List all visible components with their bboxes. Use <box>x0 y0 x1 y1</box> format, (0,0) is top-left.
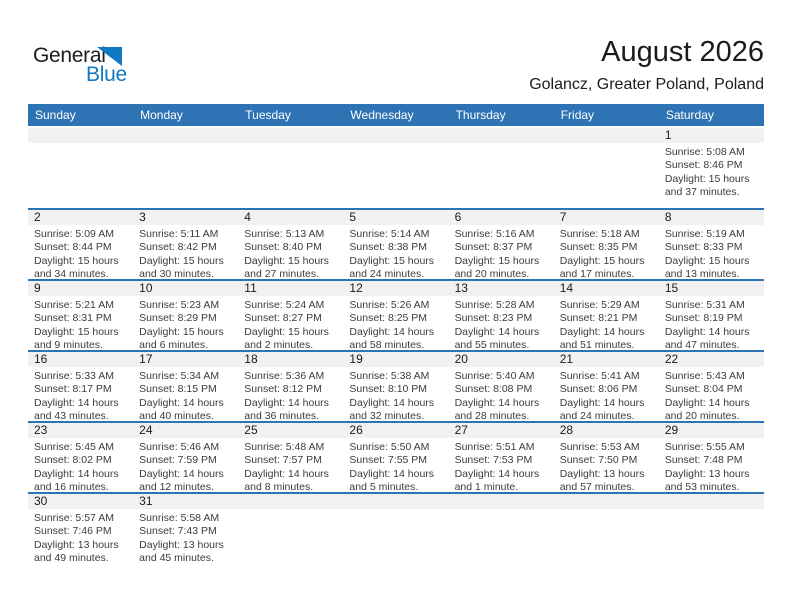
weekday-header-tuesday: Tuesday <box>245 108 291 122</box>
calendar-empty-cell <box>28 128 133 208</box>
week-row <box>28 350 764 421</box>
day-detail-line: Sunset: 8:21 PM <box>559 312 638 325</box>
day-details <box>238 367 343 421</box>
calendar-day-cell <box>554 423 659 492</box>
day-detail-line: Sunset: 8:29 PM <box>139 312 217 325</box>
day-number: 11 <box>238 281 343 296</box>
calendar-day-cell <box>133 210 238 279</box>
day-detail-line: Sunrise: 5:34 AM <box>139 370 220 382</box>
day-details <box>133 509 238 566</box>
day-detail-line: Daylight: 14 hours <box>244 467 329 480</box>
calendar-day-cell <box>449 352 554 421</box>
day-number <box>449 128 554 143</box>
day-detail-line: Sunset: 8:06 PM <box>559 383 638 396</box>
page-title: August 2026 <box>601 36 764 68</box>
day-detail-line: Sunrise: 5:53 AM <box>559 441 640 453</box>
day-detail-line: Sunrise: 5:29 AM <box>559 299 640 311</box>
day-detail-line: and 13 minutes. <box>664 268 740 279</box>
day-detail-line: and 32 minutes. <box>349 410 425 421</box>
weekday-header-saturday: Saturday <box>665 108 714 122</box>
day-detail-line: and 43 minutes. <box>34 410 109 421</box>
week-row <box>28 492 764 567</box>
day-number <box>343 494 448 509</box>
day-detail-line: and 51 minutes. <box>559 339 635 350</box>
week-row <box>28 128 764 208</box>
day-details <box>343 296 448 350</box>
calendar-day-cell <box>449 210 554 279</box>
day-detail-line: Daylight: 15 hours <box>664 254 750 267</box>
day-detail-line: Sunset: 8:10 PM <box>349 383 428 396</box>
day-detail-line: and 9 minutes. <box>34 339 103 350</box>
day-detail-line: and 5 minutes. <box>349 481 419 492</box>
day-detail-line: Daylight: 13 hours <box>139 538 224 551</box>
day-detail-line: Sunrise: 5:51 AM <box>454 441 535 453</box>
day-number: 10 <box>133 281 238 296</box>
day-detail-line: Daylight: 14 hours <box>559 325 645 338</box>
day-detail-line: Sunset: 8:27 PM <box>244 312 322 325</box>
day-detail-line: Sunrise: 5:38 AM <box>349 370 430 382</box>
day-detail-line: and 49 minutes. <box>34 552 109 565</box>
day-detail-line: Sunrise: 5:11 AM <box>139 228 219 240</box>
day-detail-line: and 28 minutes. <box>454 410 530 421</box>
day-number <box>238 128 343 143</box>
day-detail-line: Daylight: 14 hours <box>349 396 435 409</box>
day-number: 28 <box>554 423 659 438</box>
day-detail-line: Sunset: 8:02 PM <box>34 454 112 467</box>
day-detail-line: Daylight: 14 hours <box>349 467 435 480</box>
day-detail-line: Sunset: 8:17 PM <box>34 383 112 396</box>
page-subtitle: Golancz, Greater Poland, Poland <box>529 76 764 93</box>
day-detail-line: and 20 minutes. <box>454 268 530 279</box>
day-details <box>28 509 133 566</box>
calendar-day-cell <box>659 210 764 279</box>
day-number: 14 <box>554 281 659 296</box>
day-details <box>28 296 133 350</box>
day-detail-line: Daylight: 15 hours <box>244 325 329 338</box>
day-details <box>659 143 764 200</box>
calendar-day-cell <box>133 281 238 350</box>
day-detail-line: Daylight: 15 hours <box>559 254 645 267</box>
day-detail-line: and 24 minutes. <box>559 410 635 421</box>
calendar-empty-cell <box>449 128 554 208</box>
day-detail-line: Daylight: 15 hours <box>139 254 224 267</box>
calendar-empty-cell <box>238 128 343 208</box>
day-detail-line: Sunrise: 5:57 AM <box>34 512 114 524</box>
logo-text-general: General <box>33 44 106 67</box>
calendar-day-cell <box>343 352 448 421</box>
calendar-day-cell <box>28 352 133 421</box>
day-detail-line: Daylight: 14 hours <box>139 467 224 480</box>
day-detail-line: Daylight: 14 hours <box>139 396 224 409</box>
day-detail-line: Daylight: 14 hours <box>454 325 540 338</box>
weekday-header-wednesday: Wednesday <box>350 108 414 122</box>
day-number: 8 <box>659 210 764 225</box>
day-detail-line: Sunrise: 5:26 AM <box>349 299 430 311</box>
day-number: 19 <box>343 352 448 367</box>
day-details <box>133 367 238 421</box>
logo-text-blue: Blue <box>86 63 127 86</box>
calendar-empty-cell <box>659 494 764 567</box>
day-detail-line: Daylight: 15 hours <box>664 172 750 185</box>
day-detail-line: Sunset: 8:38 PM <box>349 241 428 254</box>
day-detail-line: Daylight: 15 hours <box>454 254 540 267</box>
day-number: 23 <box>28 423 133 438</box>
day-detail-line: Sunrise: 5:58 AM <box>139 512 220 524</box>
day-detail-line: Daylight: 14 hours <box>34 396 119 409</box>
calendar-empty-cell <box>554 494 659 567</box>
day-detail-line: Sunrise: 5:16 AM <box>454 228 535 240</box>
day-detail-line: and 6 minutes. <box>139 339 209 350</box>
day-number <box>28 128 133 143</box>
day-detail-line: and 1 minute. <box>454 481 519 492</box>
day-number: 12 <box>343 281 448 296</box>
day-detail-line: Sunset: 8:31 PM <box>34 312 112 325</box>
calendar-day-cell <box>28 210 133 279</box>
day-detail-line: Sunset: 7:57 PM <box>244 454 322 467</box>
day-detail-line: Sunrise: 5:48 AM <box>244 441 325 453</box>
day-details <box>343 438 448 492</box>
day-detail-line: Sunset: 8:15 PM <box>139 383 217 396</box>
day-number: 4 <box>238 210 343 225</box>
calendar-day-cell <box>343 423 448 492</box>
day-detail-line: Daylight: 15 hours <box>34 254 119 267</box>
day-number: 6 <box>449 210 554 225</box>
calendar-day-cell <box>28 423 133 492</box>
day-detail-line: Sunset: 7:59 PM <box>139 454 217 467</box>
day-detail-line: Sunrise: 5:09 AM <box>34 228 114 240</box>
day-detail-line: Sunrise: 5:24 AM <box>244 299 325 311</box>
day-detail-line: Sunrise: 5:21 AM <box>34 299 114 311</box>
day-detail-line: and 55 minutes. <box>454 339 530 350</box>
day-number: 30 <box>28 494 133 509</box>
day-details <box>554 367 659 421</box>
day-detail-line: Sunrise: 5:41 AM <box>559 370 640 382</box>
day-detail-line: Daylight: 13 hours <box>34 538 119 551</box>
day-number <box>343 128 448 143</box>
weekday-header-friday: Friday <box>560 108 595 122</box>
day-detail-line: Daylight: 13 hours <box>664 467 750 480</box>
calendar-day-cell <box>238 210 343 279</box>
calendar-day-cell <box>659 423 764 492</box>
day-detail-line: Sunrise: 5:31 AM <box>664 299 745 311</box>
day-detail-line: Sunset: 7:46 PM <box>34 525 112 538</box>
day-number: 25 <box>238 423 343 438</box>
day-details <box>28 438 133 492</box>
day-number <box>554 128 659 143</box>
day-details <box>238 296 343 350</box>
day-number <box>133 128 238 143</box>
calendar-day-cell <box>449 423 554 492</box>
day-detail-line: Daylight: 14 hours <box>559 396 645 409</box>
day-details <box>28 367 133 421</box>
day-details <box>449 367 554 421</box>
day-number: 15 <box>659 281 764 296</box>
day-number: 31 <box>133 494 238 509</box>
day-number: 22 <box>659 352 764 367</box>
calendar-empty-cell <box>343 128 448 208</box>
day-detail-line: and 53 minutes. <box>664 481 740 492</box>
day-detail-line: Daylight: 14 hours <box>664 325 750 338</box>
day-details <box>659 367 764 421</box>
calendar-table <box>28 104 764 567</box>
day-detail-line: Sunset: 8:33 PM <box>664 241 743 254</box>
day-detail-line: Sunset: 8:23 PM <box>454 312 533 325</box>
day-details <box>554 438 659 492</box>
title-block <box>529 36 764 94</box>
day-details <box>554 225 659 279</box>
weeks-container <box>28 128 764 567</box>
calendar-empty-cell <box>554 128 659 208</box>
calendar-day-cell <box>659 352 764 421</box>
day-detail-line: and 27 minutes. <box>244 268 319 279</box>
weekday-header-monday: Monday <box>140 108 183 122</box>
calendar-empty-cell <box>238 494 343 567</box>
day-detail-line: Sunset: 7:43 PM <box>139 525 217 538</box>
calendar-day-cell <box>659 128 764 208</box>
day-detail-line: Daylight: 14 hours <box>454 467 540 480</box>
day-number: 7 <box>554 210 659 225</box>
calendar-day-cell <box>449 281 554 350</box>
calendar-empty-cell <box>449 494 554 567</box>
calendar-day-cell <box>659 281 764 350</box>
day-detail-line: Sunset: 8:04 PM <box>664 383 743 396</box>
calendar-day-cell <box>238 281 343 350</box>
day-detail-line: Daylight: 15 hours <box>139 325 224 338</box>
day-details <box>554 296 659 350</box>
day-number: 2 <box>28 210 133 225</box>
day-detail-line: and 40 minutes. <box>139 410 214 421</box>
day-detail-line: and 24 minutes. <box>349 268 425 279</box>
weekday-header-thursday: Thursday <box>455 108 506 122</box>
day-detail-line: Daylight: 14 hours <box>454 396 540 409</box>
day-detail-line: Sunset: 7:48 PM <box>664 454 743 467</box>
day-number: 27 <box>449 423 554 438</box>
day-detail-line: and 45 minutes. <box>139 552 214 565</box>
day-number <box>449 494 554 509</box>
day-details <box>449 438 554 492</box>
day-details <box>133 225 238 279</box>
calendar-day-cell <box>554 281 659 350</box>
weekday-header-row <box>28 104 764 126</box>
day-detail-line: and 17 minutes. <box>559 268 635 279</box>
day-details <box>28 225 133 279</box>
day-detail-line: Sunrise: 5:45 AM <box>34 441 114 453</box>
day-detail-line: Sunset: 7:50 PM <box>559 454 638 467</box>
day-detail-line: Sunset: 8:42 PM <box>139 241 217 254</box>
day-details <box>238 225 343 279</box>
day-details <box>238 438 343 492</box>
day-detail-line: Sunrise: 5:18 AM <box>559 228 640 240</box>
day-details <box>449 296 554 350</box>
day-number: 13 <box>449 281 554 296</box>
day-detail-line: and 47 minutes. <box>664 339 740 350</box>
day-number: 21 <box>554 352 659 367</box>
day-detail-line: Sunset: 8:08 PM <box>454 383 533 396</box>
week-row <box>28 421 764 492</box>
calendar-day-cell <box>28 281 133 350</box>
calendar-day-cell <box>554 210 659 279</box>
day-detail-line: and 37 minutes. <box>664 186 740 199</box>
day-number: 24 <box>133 423 238 438</box>
day-detail-line: Daylight: 13 hours <box>559 467 645 480</box>
day-detail-line: Daylight: 14 hours <box>244 396 329 409</box>
day-details <box>133 438 238 492</box>
calendar-day-cell <box>554 352 659 421</box>
week-row <box>28 208 764 279</box>
day-detail-line: Sunrise: 5:40 AM <box>454 370 535 382</box>
day-detail-line: and 8 minutes. <box>244 481 314 492</box>
calendar-day-cell <box>343 281 448 350</box>
day-detail-line: Sunset: 8:46 PM <box>664 159 743 172</box>
calendar-day-cell <box>343 210 448 279</box>
day-number: 29 <box>659 423 764 438</box>
day-detail-line: Sunrise: 5:14 AM <box>349 228 430 240</box>
calendar-day-cell <box>28 494 133 567</box>
day-detail-line: Sunrise: 5:46 AM <box>139 441 220 453</box>
day-details <box>449 225 554 279</box>
day-detail-line: Daylight: 15 hours <box>349 254 435 267</box>
day-detail-line: and 2 minutes. <box>244 339 314 350</box>
day-detail-line: Sunset: 8:44 PM <box>34 241 112 254</box>
day-detail-line: Sunset: 7:53 PM <box>454 454 533 467</box>
day-number: 18 <box>238 352 343 367</box>
day-detail-line: Sunset: 8:12 PM <box>244 383 322 396</box>
day-detail-line: Daylight: 14 hours <box>664 396 750 409</box>
weekday-header-sunday: Sunday <box>35 108 76 122</box>
calendar-empty-cell <box>343 494 448 567</box>
day-detail-line: Sunrise: 5:08 AM <box>664 146 745 158</box>
day-detail-line: Sunset: 7:55 PM <box>349 454 428 467</box>
day-detail-line: Sunset: 8:19 PM <box>664 312 743 325</box>
day-details <box>659 438 764 492</box>
day-number: 1 <box>659 128 764 143</box>
day-details <box>133 296 238 350</box>
day-number <box>238 494 343 509</box>
day-number <box>659 494 764 509</box>
day-detail-line: Daylight: 14 hours <box>34 467 119 480</box>
day-number: 17 <box>133 352 238 367</box>
day-detail-line: Sunrise: 5:13 AM <box>244 228 325 240</box>
day-detail-line: Sunrise: 5:36 AM <box>244 370 325 382</box>
calendar-day-cell <box>238 352 343 421</box>
day-detail-line: Sunrise: 5:23 AM <box>139 299 220 311</box>
day-detail-line: and 12 minutes. <box>139 481 214 492</box>
day-detail-line: Sunset: 8:37 PM <box>454 241 533 254</box>
day-number: 26 <box>343 423 448 438</box>
day-details <box>343 367 448 421</box>
day-detail-line: Sunrise: 5:28 AM <box>454 299 535 311</box>
day-detail-line: Sunrise: 5:50 AM <box>349 441 430 453</box>
day-details <box>659 296 764 350</box>
day-detail-line: Daylight: 15 hours <box>244 254 329 267</box>
day-details <box>343 225 448 279</box>
calendar-day-cell <box>238 423 343 492</box>
day-detail-line: Sunrise: 5:55 AM <box>664 441 745 453</box>
day-details <box>659 225 764 279</box>
day-detail-line: Sunrise: 5:43 AM <box>664 370 745 382</box>
day-number <box>554 494 659 509</box>
day-detail-line: Daylight: 14 hours <box>349 325 435 338</box>
day-detail-line: and 20 minutes. <box>664 410 740 421</box>
day-detail-line: Sunrise: 5:33 AM <box>34 370 114 382</box>
day-number: 5 <box>343 210 448 225</box>
day-detail-line: and 58 minutes. <box>349 339 425 350</box>
day-detail-line: Sunrise: 5:19 AM <box>664 228 745 240</box>
day-detail-line: and 16 minutes. <box>34 481 109 492</box>
day-number: 20 <box>449 352 554 367</box>
day-detail-line: and 34 minutes. <box>34 268 109 279</box>
day-detail-line: Sunset: 8:40 PM <box>244 241 322 254</box>
day-detail-line: and 30 minutes. <box>139 268 214 279</box>
day-number: 16 <box>28 352 133 367</box>
day-detail-line: Daylight: 15 hours <box>34 325 119 338</box>
calendar-empty-cell <box>133 128 238 208</box>
day-number: 9 <box>28 281 133 296</box>
day-detail-line: Sunset: 8:35 PM <box>559 241 638 254</box>
general-blue-logo <box>33 45 143 89</box>
day-detail-line: and 57 minutes. <box>559 481 635 492</box>
day-detail-line: and 36 minutes. <box>244 410 319 421</box>
calendar-day-cell <box>133 352 238 421</box>
week-row <box>28 279 764 350</box>
calendar-day-cell <box>133 423 238 492</box>
calendar-day-cell <box>133 494 238 567</box>
day-detail-line: Sunset: 8:25 PM <box>349 312 428 325</box>
day-number: 3 <box>133 210 238 225</box>
